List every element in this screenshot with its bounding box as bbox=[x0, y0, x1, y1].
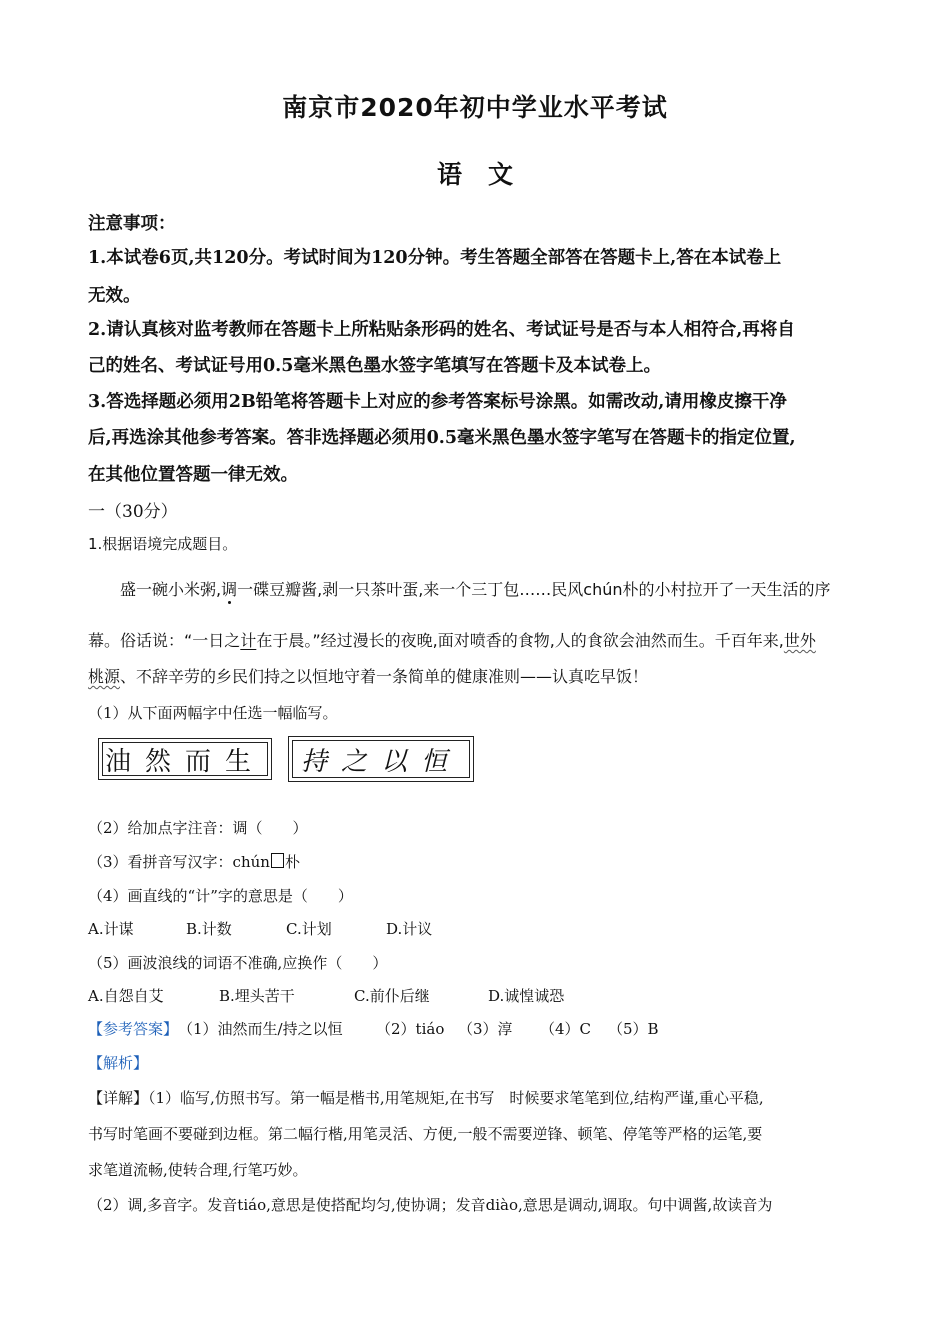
detail-line-3: 求笔道流畅,使转合理,行笔巧妙。 bbox=[88, 1161, 308, 1179]
notice-item-3-line-3: 在其他位置答题一律无效。 bbox=[88, 465, 298, 485]
sub-question-4-options bbox=[88, 918, 432, 939]
sub-question-3 bbox=[88, 851, 300, 872]
sub-question-5: （5）画波浪线的词语不准确,应换作（ ） bbox=[88, 954, 388, 972]
notice-item-2-line-1: 2.请认真核对监考教师在答题卡上所粘贴条形码的姓名、考试证号是否与本人相符合,再将自 bbox=[88, 320, 795, 340]
option-b: B.计数 bbox=[186, 920, 232, 938]
wavy-underlined-word: 桃源 bbox=[88, 667, 121, 686]
option-a: A.计谋 bbox=[88, 920, 134, 938]
passage-text: 幕。俗话说：“一日之 bbox=[88, 631, 241, 650]
passage-line-3 bbox=[88, 664, 648, 687]
option-d: D.计议 bbox=[386, 920, 433, 938]
detail-line-2: 书写时笔画不要碰到边框。第二幅行楷,用笔灵活、方便,一般不需要逆锋、顿笔、停笔等严格的运笔,要 bbox=[88, 1125, 763, 1143]
sub-question-1: （1）从下面两幅字中任选一幅临写。 bbox=[88, 704, 338, 722]
answer-part: （2）tiáo bbox=[376, 1020, 445, 1038]
question-1-stem: 1.根据语境完成题目。 bbox=[88, 535, 238, 553]
passage-text: 、不辞辛劳的乡民们持之以恒地守着一条简单的健康准则——认真吃早饭！ bbox=[120, 667, 649, 686]
underlined-char: 计 bbox=[240, 631, 257, 650]
reference-answer bbox=[88, 1018, 659, 1039]
subject-title: 语文 bbox=[436, 160, 539, 189]
exam-title: 南京市2020年初中学业水平考试 bbox=[282, 93, 668, 122]
section-heading: 一（30分） bbox=[88, 502, 178, 522]
calligraphy-text: 持之以恒 bbox=[300, 746, 461, 777]
question-text: （3）看拼音写汉字：chún bbox=[88, 853, 270, 871]
sub-question-4: （4）画直线的“计”字的意思是（ ） bbox=[88, 887, 353, 905]
calligraphy-sample-right bbox=[288, 736, 474, 782]
option-d: D.诚惶诚恐 bbox=[488, 987, 565, 1005]
passage-line-1 bbox=[120, 577, 831, 600]
sub-question-2: （2）给加点字注音：调（ ） bbox=[88, 819, 308, 837]
detail-line-4: （2）调,多音字。发音tiáo,意思是使搭配均匀,使协调；发音diào,意思是调动,调取。句中调酱,故读音为 bbox=[88, 1196, 773, 1214]
calligraphy-sample-left bbox=[98, 738, 272, 780]
answer-label: 【参考答案】 bbox=[88, 1020, 179, 1038]
calligraphy-text: 油然而生 bbox=[104, 746, 265, 777]
notice-heading: 注意事项： bbox=[88, 214, 176, 234]
passage-text: 一碟豆瓣酱,剥一只茶叶蛋,来一个三丁包……民风chún朴的小村拉开了一天生活的序 bbox=[237, 580, 831, 599]
option-c: C.计划 bbox=[286, 920, 332, 938]
notice-item-3-line-1: 3.答选择题必须用2B铅笔将答题卡上对应的参考答案标号涂黑。如需改动,请用橡皮擦干净 bbox=[88, 392, 787, 412]
option-c: C.前仆后继 bbox=[354, 987, 430, 1005]
analysis-label: 【解析】 bbox=[88, 1054, 149, 1072]
dotted-char: 调 bbox=[221, 580, 238, 599]
blank-box-icon bbox=[271, 853, 284, 868]
wavy-underlined-word: 世外 bbox=[783, 631, 816, 650]
question-text: 朴 bbox=[284, 853, 300, 871]
passage-text: 在于晨。”经过漫长的夜晚,面对喷香的食物,人的食欲会油然而生。千百年来, bbox=[256, 631, 784, 650]
notice-item-1-line-1: 1.本试卷6页,共120分。考试时间为120分钟。考生答题全部答在答题卡上,答在本试卷上 bbox=[88, 248, 782, 268]
answer-part: （1）油然而生/持之以恒 bbox=[178, 1020, 343, 1038]
passage-text: 盛一碗小米粥, bbox=[120, 580, 222, 599]
notice-item-3-line-2: 后,再选涂其他参考答案。答非选择题必须用0.5毫米黑色墨水签字笔写在答题卡的指定位置, bbox=[88, 428, 796, 448]
answer-part: （4）C bbox=[540, 1020, 592, 1038]
notice-item-2-line-2: 己的姓名、考试证号用0.5毫米黑色墨水签字笔填写在答题卡及本试卷上。 bbox=[88, 356, 661, 376]
passage-line-2 bbox=[88, 628, 816, 651]
answer-part: （5）B bbox=[608, 1020, 659, 1038]
sub-question-5-options bbox=[88, 985, 564, 1006]
option-a: A.自怨自艾 bbox=[88, 987, 164, 1005]
option-b: B.埋头苦干 bbox=[219, 987, 295, 1005]
detail-line-1: 【详解】（1）临写,仿照书写。第一幅是楷书,用笔规矩,在书写 时候要求笔笔到位,结构严谨,重心平稳, bbox=[88, 1089, 764, 1107]
notice-item-1-line-2: 无效。 bbox=[88, 286, 141, 306]
answer-part: （3）淳 bbox=[458, 1020, 513, 1038]
